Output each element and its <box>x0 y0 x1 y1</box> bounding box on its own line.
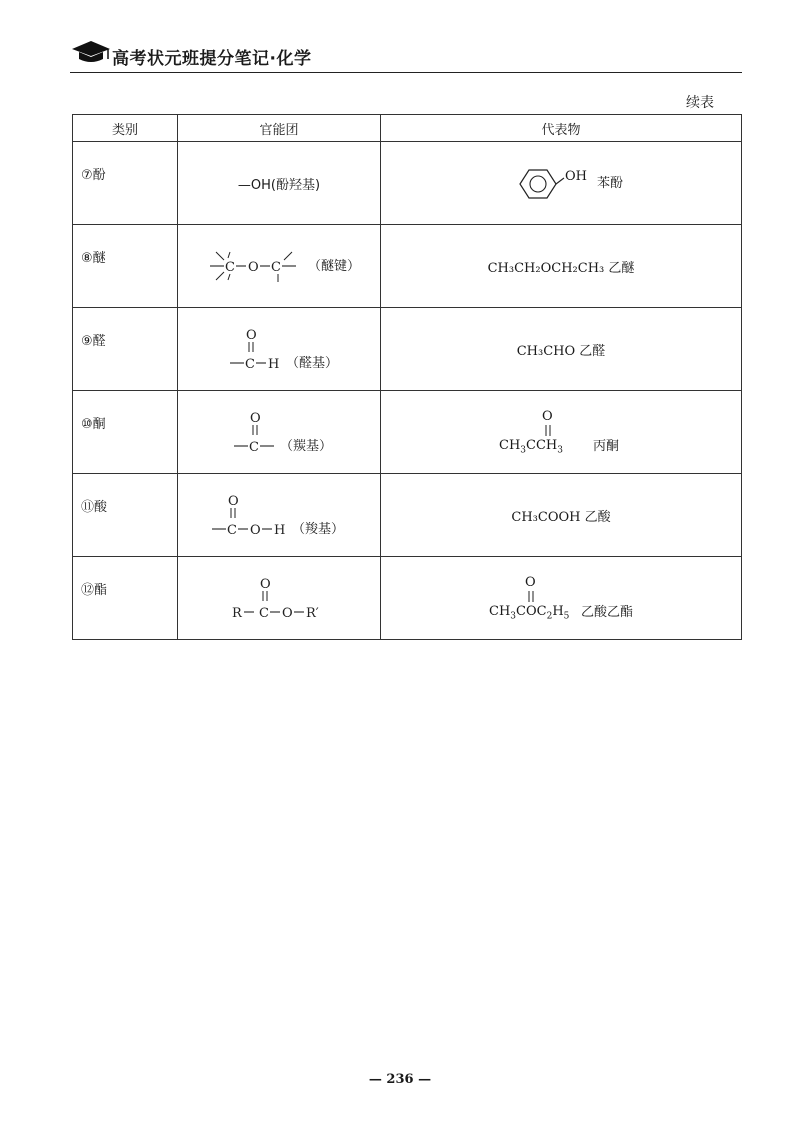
table-row <box>73 225 742 308</box>
table-row <box>73 557 742 640</box>
functional-group-cell <box>178 391 381 474</box>
representative-name: 丙酮 <box>593 439 620 454</box>
running-header <box>70 40 740 76</box>
svg-text:C: C <box>271 260 281 275</box>
functional-group-name: （醚键） <box>308 259 361 274</box>
table-row <box>73 474 742 557</box>
category-cell: ⑪酸 <box>73 474 178 557</box>
functional-group-table <box>72 114 742 640</box>
representative-name: 苯酚 <box>597 176 624 191</box>
category-cell: ⑫酯 <box>73 557 178 640</box>
aldehyde-group-structure <box>228 325 288 373</box>
representative-formula: CH₃CHO 乙醛 <box>516 343 606 359</box>
functional-group-name: （羰基） <box>280 439 333 454</box>
representative-name: 乙酸乙酯 <box>581 605 634 620</box>
functional-group-text: —OH(酚羟基) <box>237 177 321 193</box>
representative-cell <box>381 474 742 557</box>
benzene-ring-diagram <box>511 167 567 201</box>
graduation-cap-icon <box>70 40 112 66</box>
functional-group-name: （醛基） <box>286 356 339 371</box>
representative-cell <box>381 391 742 474</box>
functional-group-cell <box>178 308 381 391</box>
column-header-functional-group: 官能团 <box>178 115 381 142</box>
acetone-double-bond <box>543 424 553 438</box>
svg-text:H: H <box>268 357 280 372</box>
svg-text:O: O <box>282 606 293 621</box>
ether-bond-structure <box>208 248 308 284</box>
svg-text:C: C <box>227 523 237 538</box>
table-row <box>73 391 742 474</box>
column-header-representative: 代表物 <box>381 115 742 142</box>
representative-formula: CH₃COOH 乙酸 <box>511 509 611 525</box>
category-cell: ⑧醚 <box>73 225 178 308</box>
ester-oxygen: O <box>525 575 536 590</box>
svg-text:C: C <box>249 440 259 455</box>
svg-text:C: C <box>245 357 255 372</box>
category-cell: ⑦酚 <box>73 142 178 225</box>
table-row <box>73 142 742 225</box>
representative-formula: CH₃CH₂OCH₂CH₃ 乙醚 <box>487 260 635 276</box>
functional-group-cell <box>178 474 381 557</box>
svg-text:R: R <box>232 606 242 621</box>
hydroxyl-label: OH <box>565 169 587 184</box>
category-cell: ⑨醛 <box>73 308 178 391</box>
header-divider <box>70 72 742 73</box>
svg-text:C: C <box>259 606 269 621</box>
svg-text:O: O <box>260 577 271 592</box>
ethyl-acetate-formula: $CH_3COC_2H_5$ <box>489 604 570 622</box>
page-number: — 236 — <box>368 1072 432 1087</box>
representative-cell <box>381 557 742 640</box>
continued-label: 续表 <box>686 95 714 111</box>
functional-group-cell <box>178 142 381 225</box>
svg-text:O: O <box>250 523 261 538</box>
svg-text:O: O <box>246 328 257 343</box>
svg-text:H: H <box>274 523 286 538</box>
svg-text:O: O <box>248 260 259 275</box>
category-cell: ⑩酮 <box>73 391 178 474</box>
svg-text:C: C <box>225 260 235 275</box>
functional-group-name: （羧基） <box>292 522 345 537</box>
acetone-oxygen: O <box>542 409 553 424</box>
functional-group-cell <box>178 225 381 308</box>
representative-cell <box>381 142 742 225</box>
carboxyl-group-structure <box>210 491 300 539</box>
carbonyl-group-structure <box>232 408 282 456</box>
representative-cell <box>381 225 742 308</box>
column-header-category: 类别 <box>73 115 178 142</box>
svg-text:O: O <box>228 494 239 509</box>
functional-group-cell <box>178 557 381 640</box>
book-title: 高考状元班提分笔记·化学 <box>112 49 312 69</box>
ester-double-bond <box>526 590 536 604</box>
ester-group-structure <box>230 574 330 622</box>
svg-text:R′: R′ <box>306 606 319 621</box>
acetone-formula: $CH_3CCH_3$ <box>499 438 563 456</box>
representative-cell <box>381 308 742 391</box>
table-header-row <box>73 115 742 142</box>
svg-text:O: O <box>250 411 261 426</box>
table-row <box>73 308 742 391</box>
